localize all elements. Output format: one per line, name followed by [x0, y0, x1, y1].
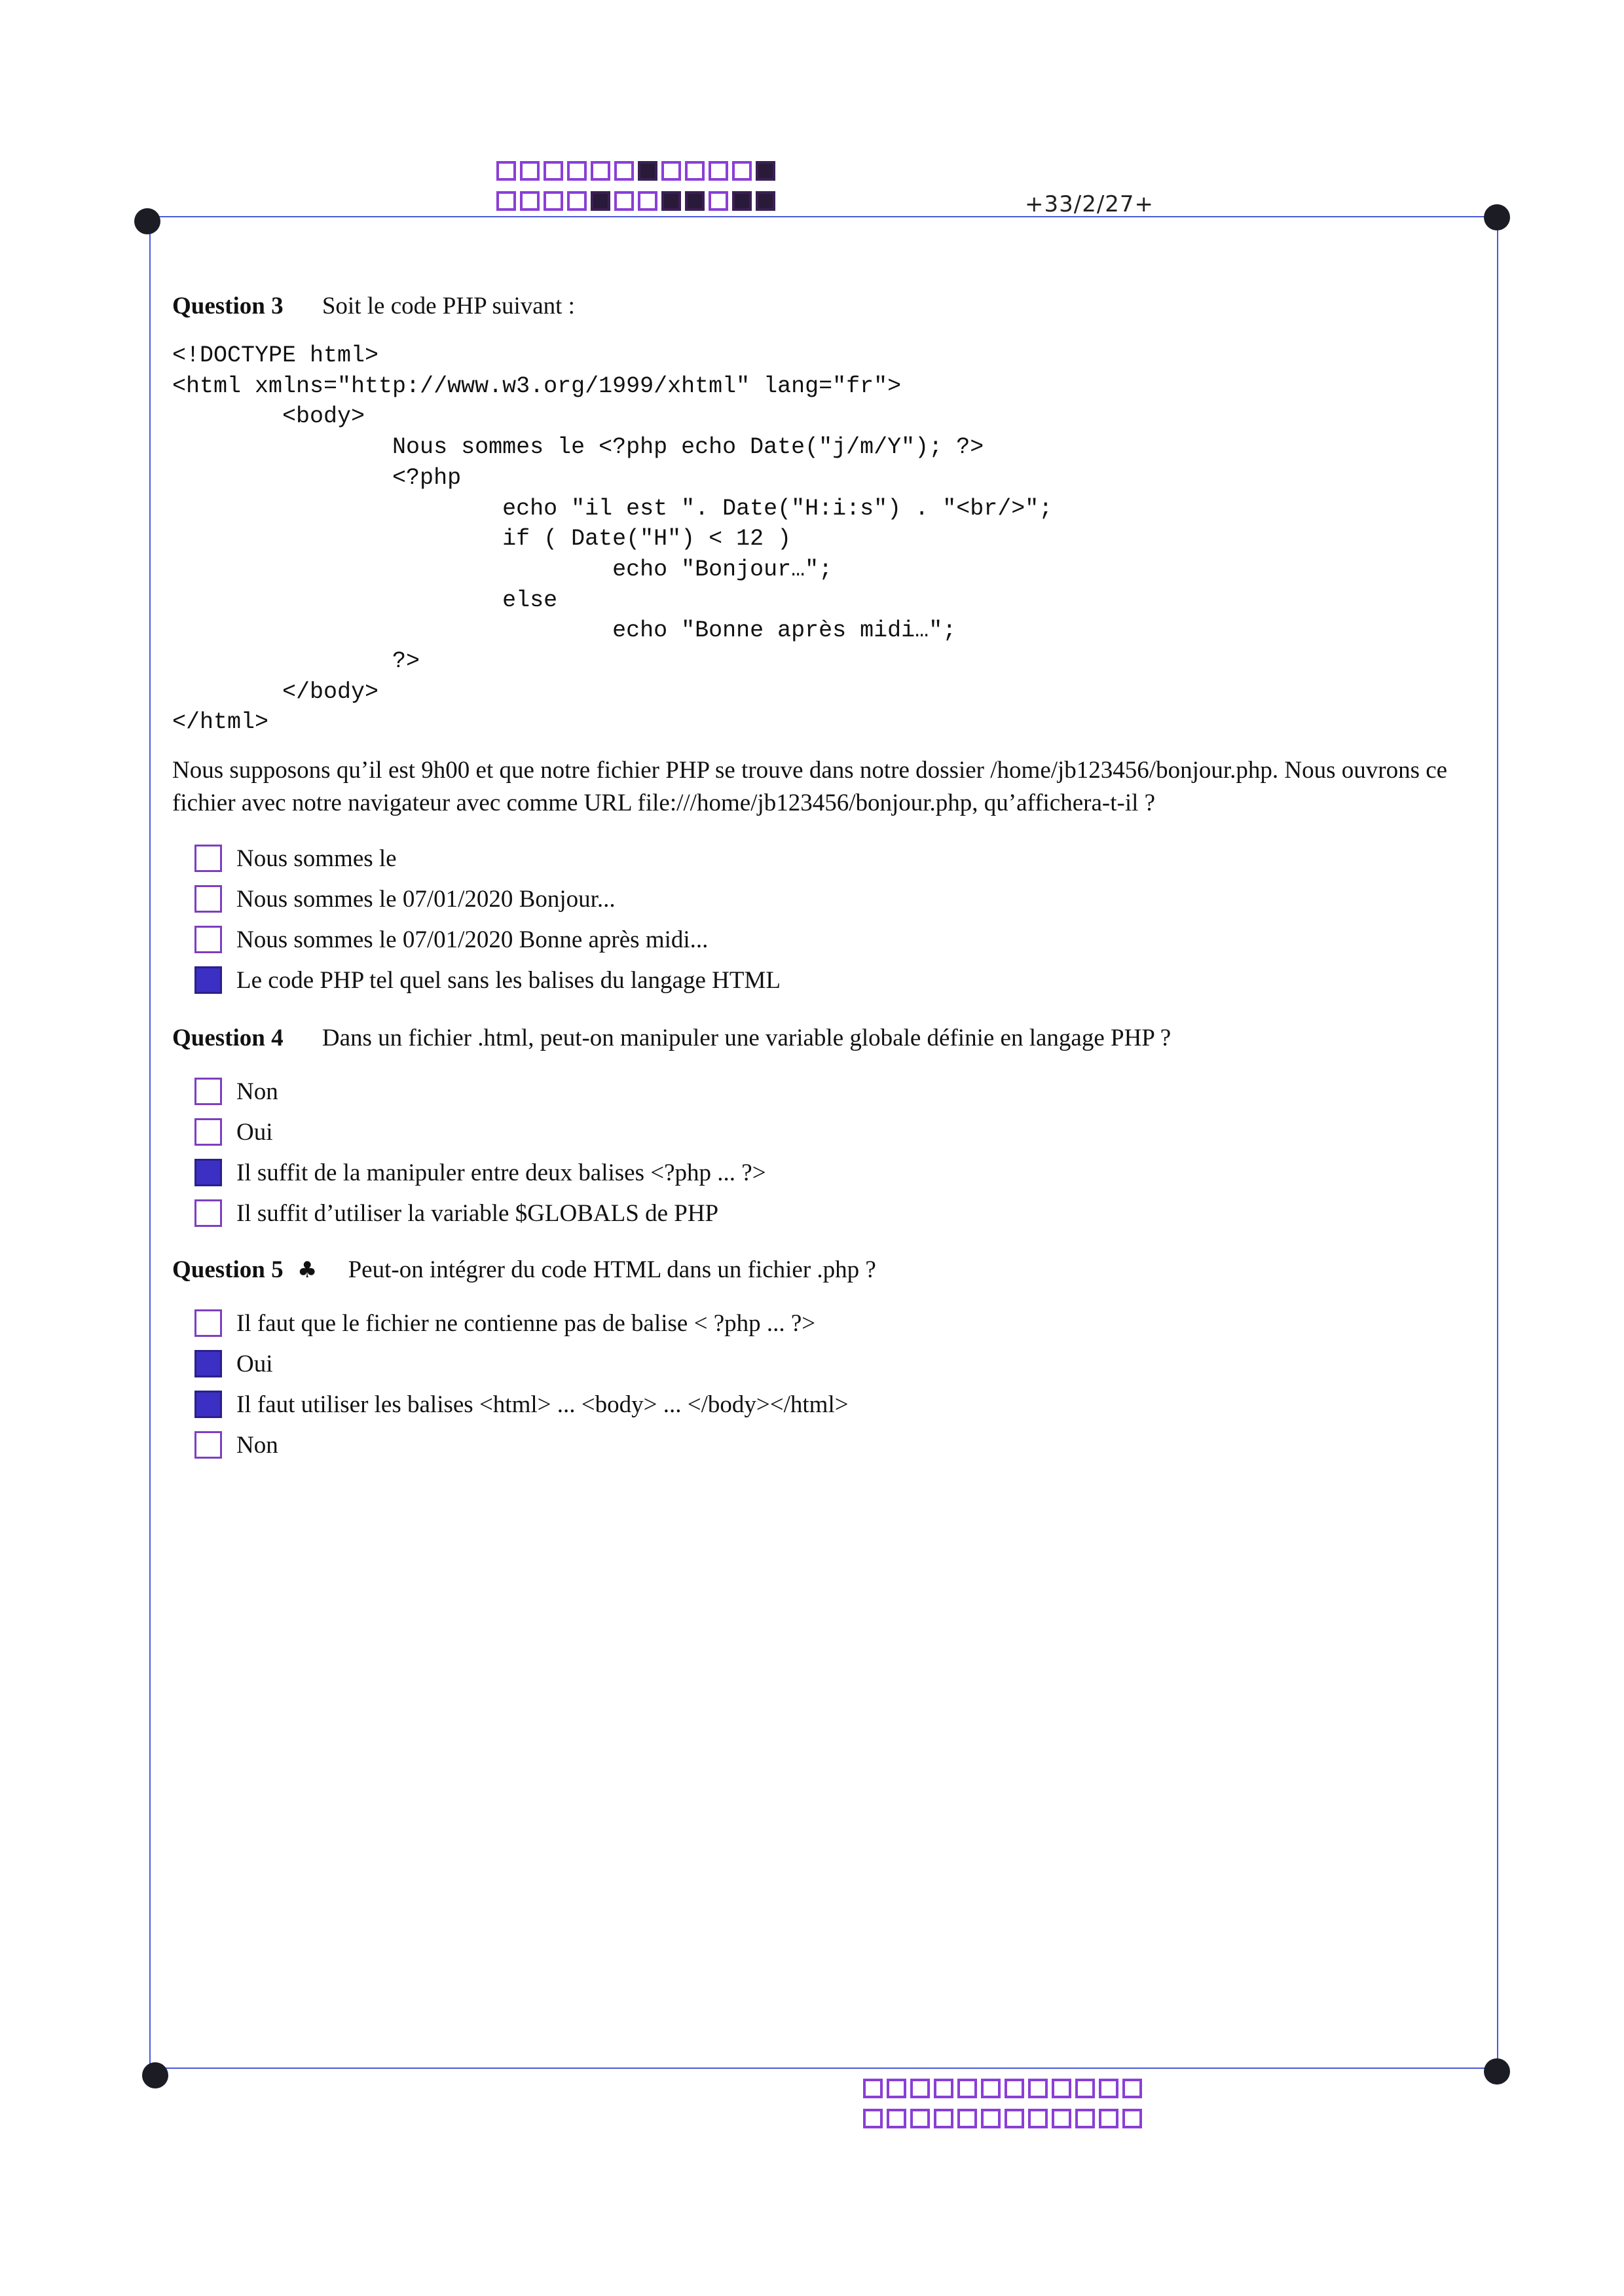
code-cell [1005, 2109, 1024, 2128]
page-id: +33/2/27+ [1025, 191, 1154, 217]
q5-answer-2[interactable] [194, 1347, 273, 1380]
code-cell [910, 2109, 930, 2128]
code-line: </html> [172, 709, 269, 736]
answer-label: Non [236, 1078, 278, 1105]
corner-marker-bottom-left [142, 2062, 168, 2088]
code-cell [520, 191, 540, 211]
question-3-label: Question 3 [172, 293, 284, 319]
answer-checkbox[interactable] [194, 1350, 222, 1377]
php-code-block [172, 340, 1052, 738]
code-cell [863, 2109, 883, 2128]
answer-checkbox[interactable] [194, 845, 222, 872]
club-icon: ♣ [297, 1257, 318, 1283]
code-cell [661, 161, 681, 181]
answer-checkbox[interactable] [194, 1391, 222, 1418]
code-cell [1122, 2079, 1142, 2098]
code-line: <!DOCTYPE html> [172, 342, 379, 369]
q5-answer-4[interactable] [194, 1429, 278, 1461]
answer-checkbox[interactable] [194, 1309, 222, 1337]
q3-answer-4[interactable] [194, 964, 781, 996]
code-cell [981, 2109, 1001, 2128]
code-cell [863, 2079, 883, 2098]
code-cell [756, 161, 775, 181]
code-cell [496, 191, 516, 211]
code-cell [1028, 2079, 1048, 2098]
code-cell [614, 161, 634, 181]
code-cell [732, 191, 752, 211]
top-code-row-2 [496, 191, 779, 213]
question-3 [172, 292, 575, 320]
bottom-code-row-2 [863, 2109, 1146, 2131]
q3-answer-3[interactable] [194, 923, 708, 956]
code-cell [1099, 2079, 1118, 2098]
code-line: if ( Date("H") < 12 ) [172, 526, 792, 553]
answer-label: Non [236, 1431, 278, 1459]
question-3-paragraph: Nous supposons qu’il est 9h00 et que notre fichier PHP se trouve dans notre dossier /home/jb123456/bonjour.php. Nous ouvrons ce fichier avec notre navigateur avec comme URL file:///home/jb123456/bonjour.php, qu’affichera-t-il ? [172, 757, 1448, 816]
code-cell [756, 191, 775, 211]
code-cell [1099, 2109, 1118, 2128]
q3-answer-1[interactable] [194, 842, 397, 875]
code-line: else [172, 587, 558, 613]
code-line: <html xmlns="http://www.w3.org/1999/xhtml" lang="fr"> [172, 373, 902, 399]
code-cell [934, 2079, 953, 2098]
code-cell [685, 161, 705, 181]
code-cell [910, 2079, 930, 2098]
code-cell [1028, 2109, 1048, 2128]
code-cell [661, 191, 681, 211]
code-line: echo "Bonjour…"; [172, 556, 833, 583]
code-cell [614, 191, 634, 211]
answer-checkbox[interactable] [194, 966, 222, 994]
code-cell [591, 191, 610, 211]
answer-label: Il suffit d’utiliser la variable $GLOBALS de PHP [236, 1199, 719, 1227]
code-cell [1122, 2109, 1142, 2128]
q5-answer-1[interactable] [194, 1307, 815, 1339]
corner-marker-bottom-right [1484, 2058, 1510, 2085]
answer-checkbox[interactable] [194, 885, 222, 913]
q4-answer-1[interactable] [194, 1075, 278, 1108]
code-cell [1005, 2079, 1024, 2098]
code-cell [709, 191, 728, 211]
code-cell [638, 161, 657, 181]
code-cell [567, 191, 587, 211]
code-cell [981, 2079, 1001, 2098]
answer-checkbox[interactable] [194, 1199, 222, 1227]
question-5-label: Question 5 [172, 1256, 284, 1283]
answer-label: Il faut que le fichier ne contienne pas de balise < ?php ... ?> [236, 1309, 816, 1337]
code-cell [544, 191, 563, 211]
top-code-row-1 [496, 161, 779, 183]
code-line: echo "il est ". Date("H:i:s") . "<br/>"; [172, 495, 1053, 522]
question-3-text: Soit le code PHP suivant : [322, 293, 575, 319]
answer-label: Il suffit de la manipuler entre deux balises <?php ... ?> [236, 1159, 766, 1186]
q3-answer-2[interactable] [194, 883, 616, 915]
code-cell [544, 161, 563, 181]
code-cell [520, 161, 540, 181]
answer-checkbox[interactable] [194, 1118, 222, 1146]
question-5-text: Peut-on intégrer du code HTML dans un fichier .php ? [348, 1256, 876, 1283]
code-cell [887, 2079, 906, 2098]
code-cell [1075, 2109, 1095, 2128]
question-4-label: Question 4 [172, 1025, 284, 1051]
code-cell [709, 161, 728, 181]
answer-checkbox[interactable] [194, 1159, 222, 1186]
answer-label: Nous sommes le 07/01/2020 Bonjour... [236, 885, 616, 913]
q4-answer-4[interactable] [194, 1197, 718, 1230]
corner-marker-top-right [1484, 204, 1510, 230]
code-cell [685, 191, 705, 211]
code-cell [496, 161, 516, 181]
code-cell [887, 2109, 906, 2128]
corner-marker-top-left [134, 208, 160, 234]
code-line: Nous sommes le <?php echo Date("j/m/Y"); ?> [172, 434, 984, 461]
question-5 [172, 1256, 876, 1284]
code-line: <?php [172, 464, 462, 491]
code-cell [567, 161, 587, 181]
q4-answer-2[interactable] [194, 1116, 273, 1148]
question-4 [172, 1024, 1171, 1052]
answer-checkbox[interactable] [194, 926, 222, 953]
code-cell [732, 161, 752, 181]
code-cell [591, 161, 610, 181]
answer-label: Oui [236, 1350, 273, 1377]
code-cell [934, 2109, 953, 2128]
answer-label: Il faut utiliser les balises <html> ... <body> ... </body></html> [236, 1391, 849, 1418]
code-cell [1052, 2109, 1071, 2128]
answer-checkbox[interactable] [194, 1431, 222, 1459]
code-line: ?> [172, 648, 420, 675]
code-cell [1075, 2079, 1095, 2098]
answer-label: Oui [236, 1118, 273, 1146]
question-4-text: Dans un fichier .html, peut-on manipuler une variable globale définie en langage PHP ? [322, 1025, 1172, 1051]
code-line: echo "Bonne après midi…"; [172, 617, 957, 644]
code-line: </body> [172, 678, 379, 705]
answer-label: Nous sommes le [236, 845, 397, 872]
answer-checkbox[interactable] [194, 1078, 222, 1105]
answer-label: Nous sommes le 07/01/2020 Bonne après midi... [236, 926, 709, 953]
code-cell [638, 191, 657, 211]
bottom-code-row-1 [863, 2079, 1146, 2101]
q5-answer-3[interactable] [194, 1388, 849, 1421]
code-line: <body> [172, 403, 365, 430]
code-cell [1052, 2079, 1071, 2098]
code-cell [957, 2079, 977, 2098]
code-cell [957, 2109, 977, 2128]
q4-answer-3[interactable] [194, 1156, 766, 1189]
answer-label: Le code PHP tel quel sans les balises du langage HTML [236, 966, 781, 994]
